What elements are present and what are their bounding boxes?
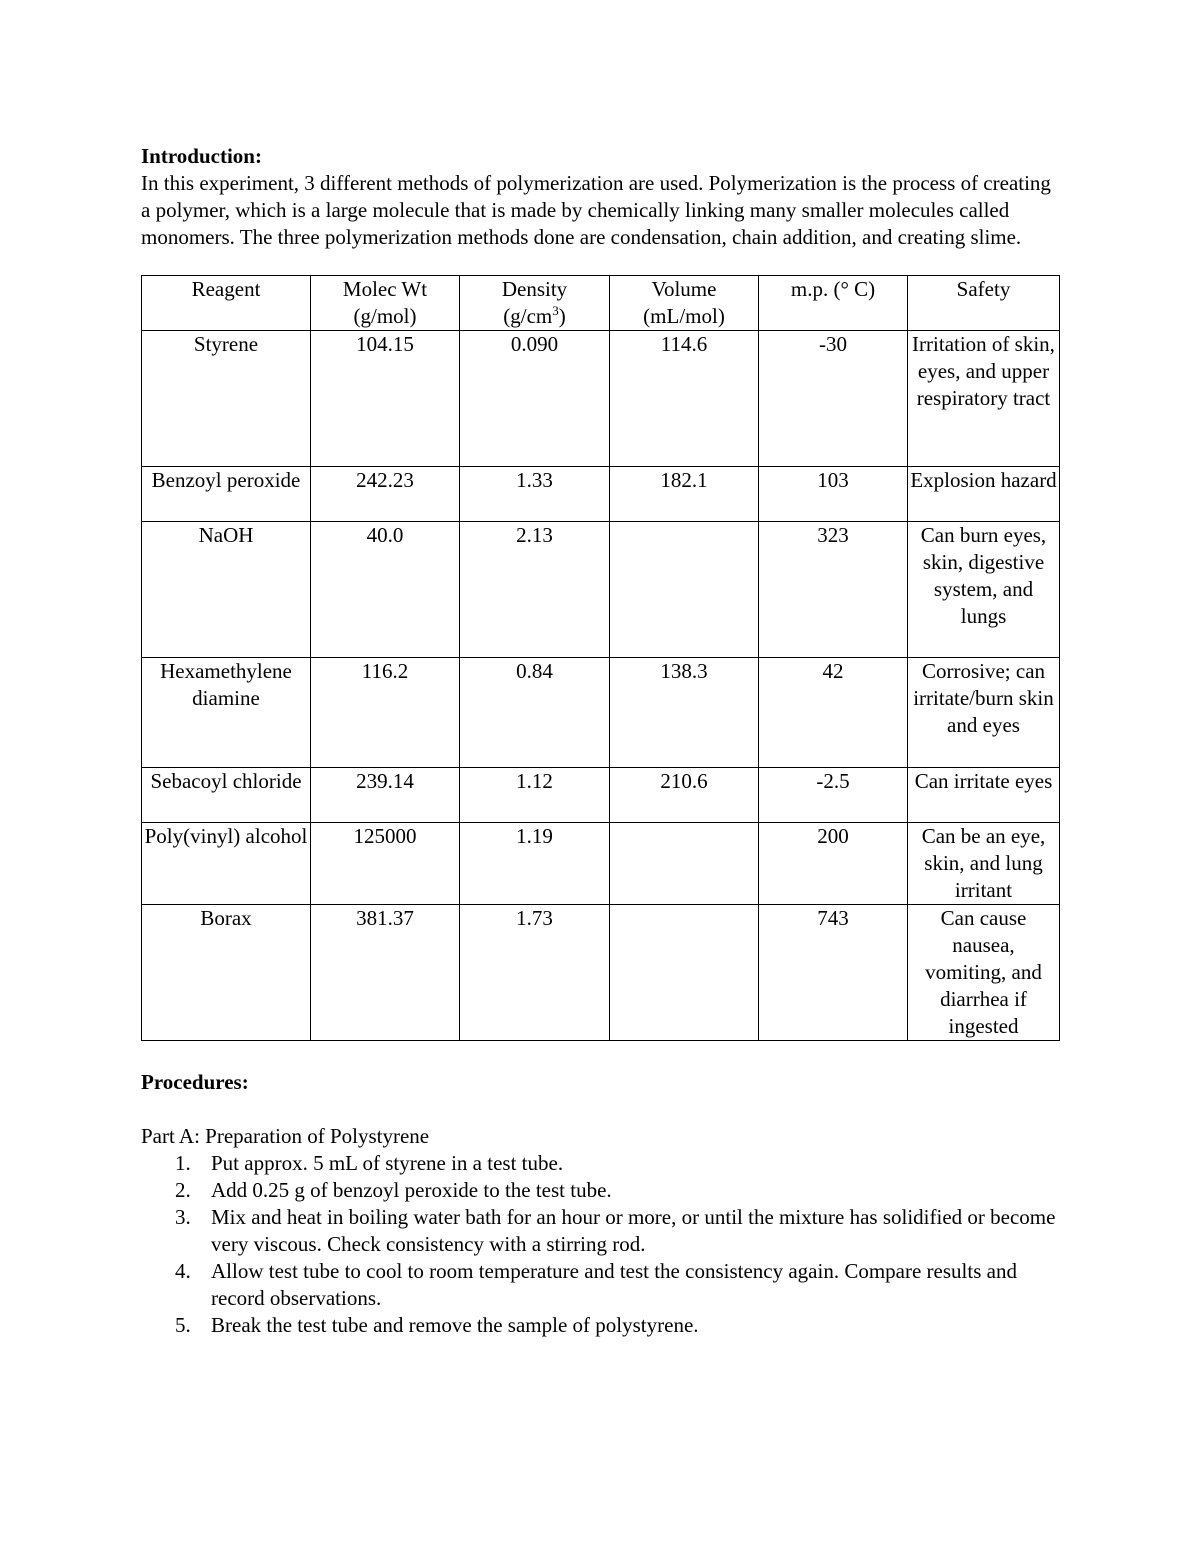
cell-volume <box>610 905 759 1041</box>
step-text: Allow test tube to cool to room temperature and test the consistency again. Compare results and record observations. <box>211 1259 1017 1310</box>
step-text: Add 0.25 g of benzoyl peroxide to the test tube. <box>211 1178 612 1202</box>
cell-reagent: Benzoyl peroxide <box>142 467 311 522</box>
cell-density: 0.84 <box>460 658 610 768</box>
cell-reagent: Hexamethylene diamine <box>142 658 311 768</box>
list-item <box>141 1258 1061 1312</box>
cell-density: 1.73 <box>460 905 610 1041</box>
header-safety: Safety <box>908 276 1060 331</box>
header-reagent: Reagent <box>142 276 311 331</box>
cell-density: 0.090 <box>460 331 610 467</box>
table-row <box>142 522 1060 658</box>
header-molec-wt: Molec Wt (g/mol) <box>311 276 460 331</box>
step-number: 3. <box>175 1205 191 1229</box>
cell-molec-wt: 242.23 <box>311 467 460 522</box>
cell-mp: 743 <box>759 905 908 1041</box>
procedures-heading: Procedures: <box>141 1070 249 1094</box>
header-mp: m.p. (° C) <box>759 276 908 331</box>
cell-volume <box>610 522 759 658</box>
cell-safety: Can irritate eyes <box>908 768 1060 823</box>
cell-safety: Can be an eye, skin, and lung irritant <box>908 823 1060 905</box>
cell-volume: 114.6 <box>610 331 759 467</box>
cell-mp: -2.5 <box>759 768 908 823</box>
cell-density: 1.33 <box>460 467 610 522</box>
introduction-heading: Introduction: <box>141 144 262 168</box>
header-volume: Volume (mL/mol) <box>610 276 759 331</box>
cell-safety: Can burn eyes, skin, digestive system, and lungs <box>908 522 1060 658</box>
step-text: Break the test tube and remove the sample of polystyrene. <box>211 1313 699 1337</box>
cell-mp: 103 <box>759 467 908 522</box>
step-number: 1. <box>175 1151 191 1175</box>
part-a-title: Part A: Preparation of Polystyrene <box>141 1124 430 1148</box>
table-row <box>142 658 1060 768</box>
cell-volume: 210.6 <box>610 768 759 823</box>
step-number: 5. <box>175 1313 191 1337</box>
table-row <box>142 331 1060 467</box>
table-row <box>142 823 1060 905</box>
table-row <box>142 467 1060 522</box>
header-density: Density $(g/cm^3)$ <box>460 276 610 331</box>
list-item <box>141 1177 1061 1204</box>
cell-molec-wt: 381.37 <box>311 905 460 1041</box>
cell-reagent: Borax <box>142 905 311 1041</box>
table-header-row <box>142 276 1060 331</box>
cell-safety: Can cause nausea, vomiting, and diarrhea if ingested <box>908 905 1060 1041</box>
step-text: Put approx. 5 mL of styrene in a test tube. <box>211 1151 564 1175</box>
cell-molec-wt: 125000 <box>311 823 460 905</box>
reagent-table <box>141 275 1060 1041</box>
cell-molec-wt: 116.2 <box>311 658 460 768</box>
cell-mp: -30 <box>759 331 908 467</box>
cell-reagent: Poly(vinyl) alcohol <box>142 823 311 905</box>
cell-molec-wt: 104.15 <box>311 331 460 467</box>
cell-volume: 138.3 <box>610 658 759 768</box>
cell-reagent: Sebacoyl chloride <box>142 768 311 823</box>
cell-density: 1.12 <box>460 768 610 823</box>
cell-molec-wt: 239.14 <box>311 768 460 823</box>
table-row <box>142 768 1060 823</box>
cell-density: 1.19 <box>460 823 610 905</box>
step-number: 2. <box>175 1178 191 1202</box>
cell-mp: 42 <box>759 658 908 768</box>
cell-density: 2.13 <box>460 522 610 658</box>
introduction-paragraph: In this experiment, 3 different methods of polymerization are used. Polymerization is the process of creating a polymer, which is a large molecule that is made by chemically linking many smaller molecules called monomers. The three polymerization methods done are condensation, chain addition, and creating slime. <box>141 171 1051 249</box>
cell-safety: Corrosive; can irritate/burn skin and eyes <box>908 658 1060 768</box>
cell-safety: Explosion hazard <box>908 467 1060 522</box>
list-item <box>141 1312 1061 1339</box>
document-page <box>141 143 1061 1339</box>
cell-reagent: NaOH <box>142 522 311 658</box>
step-text: Mix and heat in boiling water bath for an hour or more, or until the mixture has solidified or become very viscous. Check consistency with a stirring rod. <box>211 1205 1056 1256</box>
step-number: 4. <box>175 1259 191 1283</box>
cell-volume <box>610 823 759 905</box>
cell-safety: Irritation of skin, eyes, and upper respiratory tract <box>908 331 1060 467</box>
cell-mp: 323 <box>759 522 908 658</box>
cell-volume: 182.1 <box>610 467 759 522</box>
cell-mp: 200 <box>759 823 908 905</box>
table-row <box>142 905 1060 1041</box>
list-item <box>141 1150 1061 1177</box>
list-item <box>141 1204 1061 1258</box>
procedure-steps-list <box>141 1150 1061 1339</box>
cell-reagent: Styrene <box>142 331 311 467</box>
cell-molec-wt: 40.0 <box>311 522 460 658</box>
